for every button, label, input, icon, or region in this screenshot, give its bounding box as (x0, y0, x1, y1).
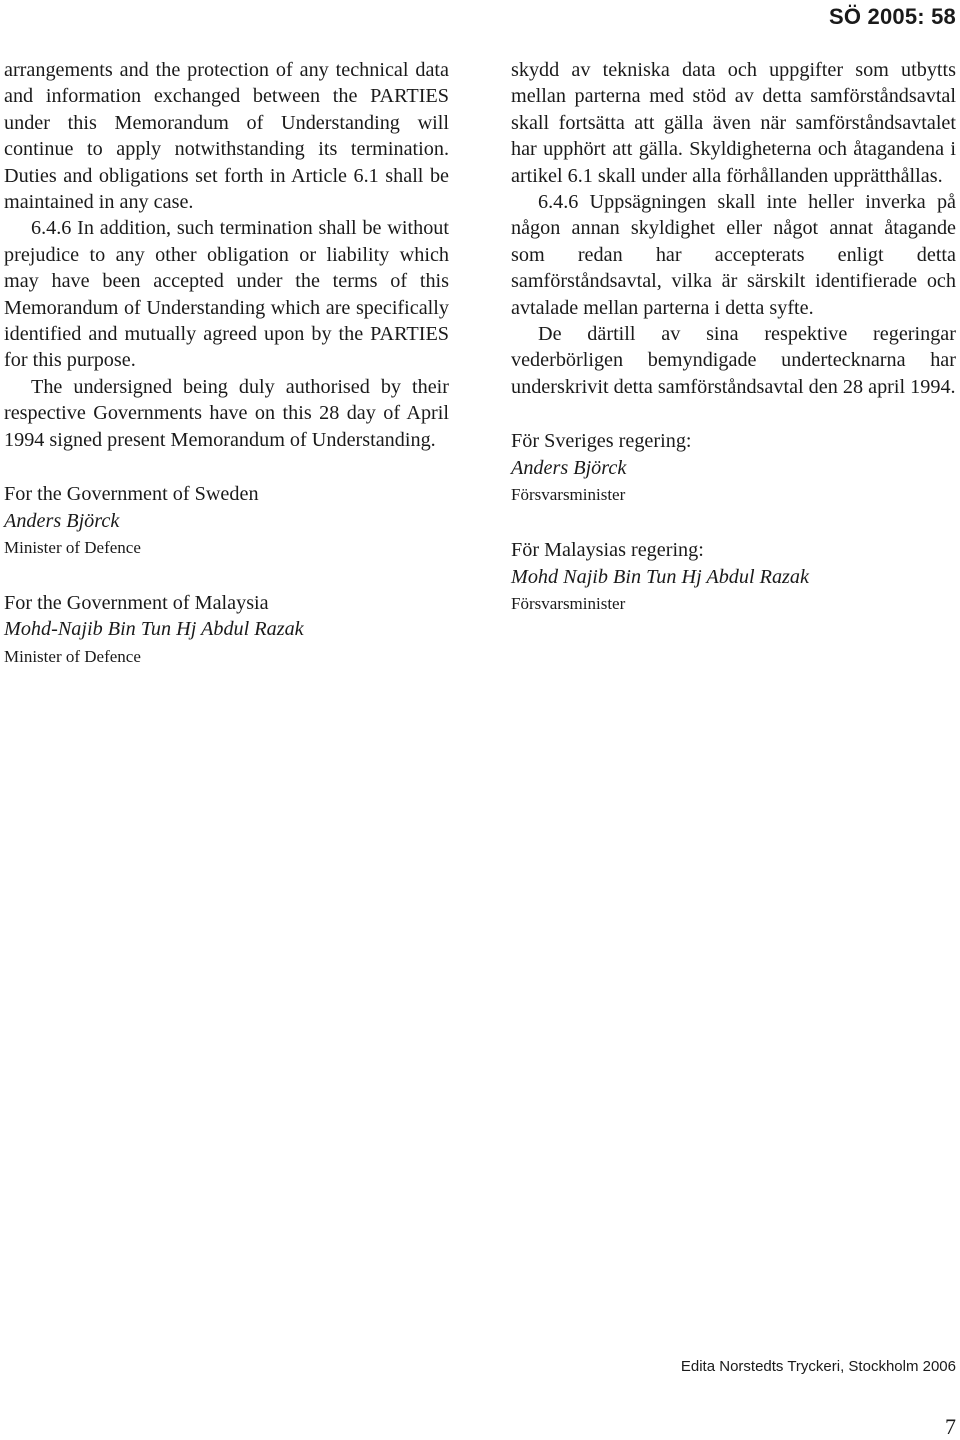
signatory-title: Minister of Defence (4, 537, 141, 557)
signatory-name: Mohd-Najib Bin Tun Hj Abdul Razak (4, 618, 304, 641)
signatory-name: Anders Björck (4, 509, 120, 532)
page-number: 7 (945, 1414, 956, 1439)
signature-block-malaysia (4, 590, 449, 671)
signature-heading: For the Government of Malaysia (4, 591, 269, 614)
english-column (4, 57, 449, 671)
english-paragraph-signing: The undersigned being duly authorised by their respective Governments have on this 28 day of April 1994 signed present Memorandum of Understanding. (4, 375, 449, 451)
signatory-title: Försvarsminister (511, 485, 626, 505)
swedish-paragraph-6-4-6: 6.4.6 Uppsägningen skall inte heller inverka på någon annan skyldighet eller något annat åtagande som redan har accepterats enligt detta samförståndsavtal, vilka är särskilt identifierade och avtalade mellan parterna i detta syfte. (511, 191, 956, 319)
document-reference: SÖ 2005: 58 (829, 4, 956, 29)
signatory-title: Minister of Defence (4, 646, 141, 666)
english-paragraph-6-4-6: 6.4.6 In addition, such termination shall be without prejudice to any other obligation or liability which may have been accepted under the terms of this Memorandum of Understanding which are specifically identified and mutually agreed upon by the PARTIES for this purpose. (4, 217, 449, 372)
signature-block-sweden-sv (511, 428, 956, 509)
swedish-column (511, 57, 956, 618)
signature-heading: För Malaysias regering: (511, 539, 704, 562)
signatory-title: Försvarsminister (511, 593, 626, 613)
swedish-paragraph-termination-data: skydd av tekniska data och uppgifter som utbytts mellan parterna med stöd av detta samförståndsavtal skall fortsätta att gälla även när samförståndsavtalet har upphört att gälla. Skyldigheterna och åtagandena i artikel 6.1 skall under alla förhållanden upprätthållas. (511, 59, 956, 187)
signature-block-malaysia-sv (511, 537, 956, 618)
swedish-paragraph-signing: De därtill av sina respektive regeringar vederbörligen bemyndigade undertecknarna har underskrivit detta samförståndsavtal den 28 april 1994. (511, 323, 956, 398)
signature-block-sweden (4, 481, 449, 562)
printer-imprint: Edita Norstedts Tryckeri, Stockholm 2006 (680, 1358, 956, 1375)
signature-heading: For the Government of Sweden (4, 483, 259, 506)
signatory-name: Anders Björck (511, 456, 627, 479)
english-paragraph-termination-data: arrangements and the protection of any technical data and information exchanged between the PARTIES under this Memorandum of Understanding will continue to apply notwithstanding its termination. Duties and obligations set forth in Article 6.1 shall be maintained in any case. (4, 59, 449, 214)
signature-heading: För Sveriges regering: (511, 430, 692, 453)
signatory-name: Mohd Najib Bin Tun Hj Abdul Razak (511, 565, 809, 588)
